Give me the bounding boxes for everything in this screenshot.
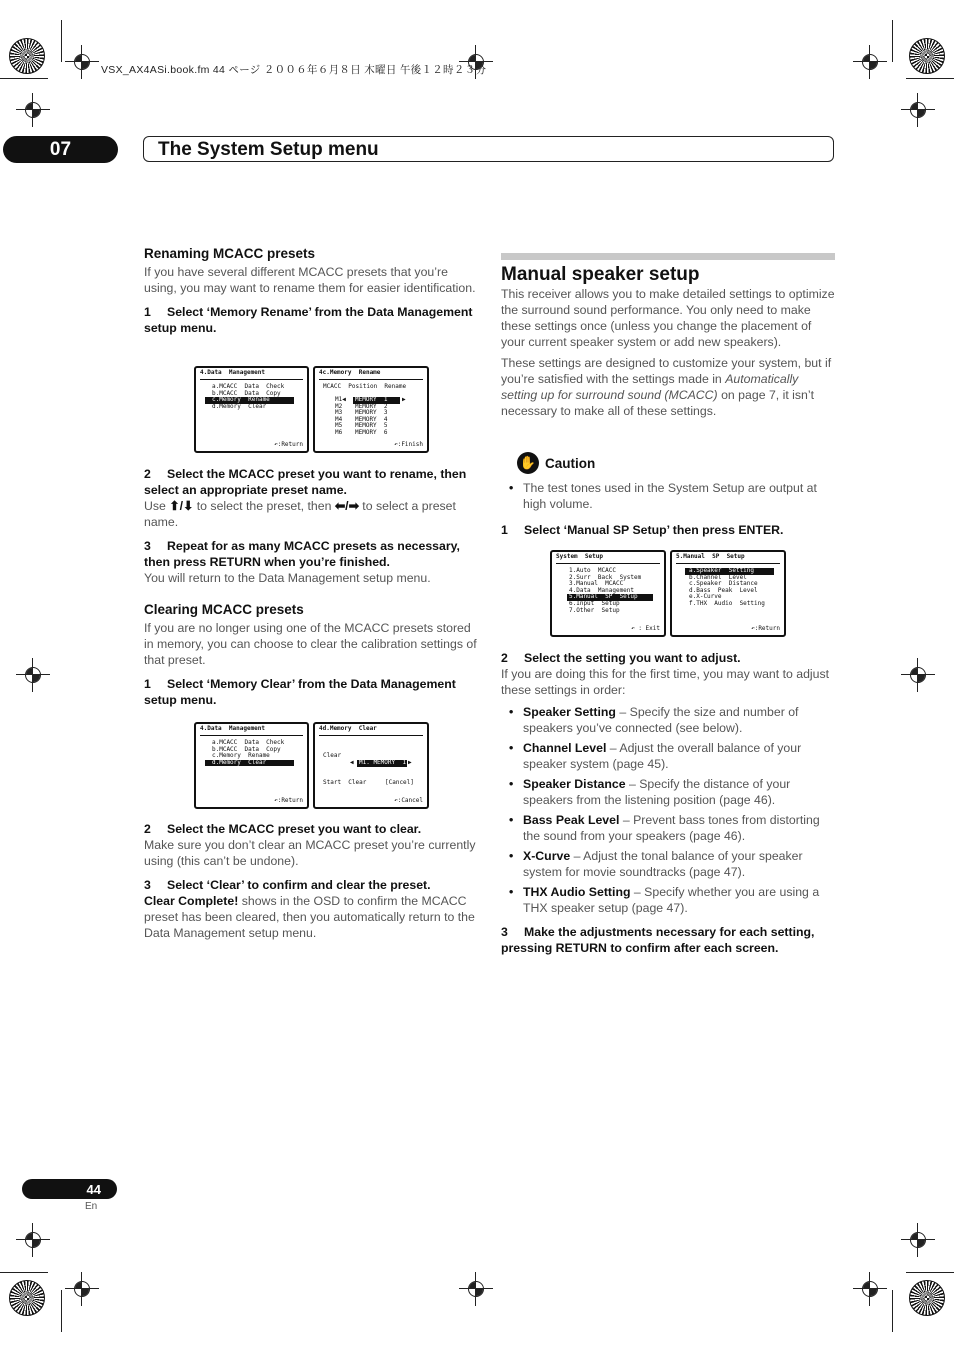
crosshair-mark <box>901 1223 935 1257</box>
page-number: 44 <box>22 1179 117 1199</box>
crosshair-mark <box>16 93 50 127</box>
crosshair-mark <box>901 93 935 127</box>
manual-step-2: 2 Select the setting you want to adjust. <box>501 651 741 665</box>
up-down-arrow-icon: ⬆/⬇ <box>169 499 194 513</box>
crosshair-mark <box>65 1272 99 1306</box>
renaming-step-3: 3 Repeat for as many MCACC presets as necessary, then press RETURN when you’re finished. <box>144 539 460 569</box>
crop-line <box>0 1272 48 1273</box>
crop-line <box>906 1272 954 1273</box>
clearing-step-3-body: Clear Complete! shows in the OSD to confirm the MCACC preset has been cleared, then you automatically return to the Data Management setup menu. <box>144 894 475 940</box>
registration-starburst-bottom-left <box>9 1280 45 1316</box>
osd-data-management-screen: 4.Data Management a.MCACC Data Check b.MCACC Data Copy c.Memory Rename d.Memory Clear ↶:Return <box>194 366 309 453</box>
print-file-header: VSX_AX4ASi.book.fm 44 ページ ２００６年６月８日 木曜日 午後１２時２３分 <box>101 64 487 76</box>
crosshair-mark <box>901 658 935 692</box>
section-title: Manual speaker setup <box>501 264 700 285</box>
renaming-steps <box>144 458 479 590</box>
crosshair-mark <box>853 1272 887 1306</box>
crop-line <box>0 78 48 79</box>
renaming-step-1: 1 Select ‘Memory Rename’ from the Data Management setup menu. <box>144 305 473 335</box>
list-item: • Speaker Distance – Specify the distance of your speakers from the listening position (page 46). <box>501 776 835 808</box>
manual-step-1: 1 Select ‘Manual SP Setup’ then press ENTER. <box>501 523 784 537</box>
caution-item: • The test tones used in the System Setup are output at high volume. <box>501 480 835 512</box>
list-item: • Speaker Setting – Specify the size and number of speakers you’ve connected (see below). <box>501 704 835 736</box>
renaming-heading: Renaming MCACC presets <box>144 246 316 261</box>
left-right-arrow-icon: ⬅/➡ <box>334 499 359 513</box>
crop-line <box>61 1290 62 1332</box>
list-item: • THX Audio Setting – Specify whether you are using a THX speaker setup (page 47). <box>501 884 835 916</box>
crop-line <box>892 1290 893 1332</box>
crosshair-mark <box>459 1272 493 1306</box>
osd-manual-sp-setup-screen: 5.Manual SP Setup a.Speaker Setting b.Channel Level c.Speaker Distance d.Bass Peak Level e.X-Curve f.THX Audio Setting ↶:Return <box>670 550 786 637</box>
registration-starburst-top-left <box>9 38 45 74</box>
settings-list <box>501 704 835 916</box>
manual-speaker-intro <box>501 286 835 423</box>
list-item: • X-Curve – Adjust the tonal balance of your speaker system for movie soundtracks (page 47). <box>501 848 835 880</box>
clearing-step-2-body: Make sure you don’t clear an MCACC preset you’re currently using (this can’t be undone). <box>144 838 476 868</box>
chapter-title: The System Setup menu <box>143 136 834 162</box>
osd-data-management-screen: 4.Data Management a.MCACC Data Check b.MCACC Data Copy c.Memory Rename d.Memory Clear ↶:Return <box>194 722 309 809</box>
crop-line <box>61 20 62 62</box>
manual-steps <box>501 642 835 956</box>
manual-step-3: 3 Make the adjustments necessary for each setting, pressing RETURN to confirm after each screen. <box>501 925 815 955</box>
osd-memory-clear-screen: 4d.Memory Clear Clear ◀ M1. MEMORY 1 ▶ Start Clear [Cancel] ↶:Cancel <box>313 722 429 809</box>
language-code: En <box>85 1201 98 1212</box>
clearing-step-2: 2 Select the MCACC preset you want to clear. <box>144 822 422 836</box>
intro-paragraph-2: These settings are designed to customize your system, but if you’re satisfied with the settings made in Automatically setting up for surround sound (MCACC) on page 7, it isn’t necessary to make all of these settings. <box>501 356 832 418</box>
clearing-heading: Clearing MCACC presets <box>144 602 304 617</box>
renaming-step-2: 2 Select the MCACC preset you want to rename, then select an appropriate preset name. <box>144 467 467 497</box>
clearing-section <box>144 602 479 708</box>
osd-system-setup-screen: System Setup 1.Auto MCACC 2.Surr Back System 3.Manual MCACC 4.Data Management 5.Manual SP Setup 6.Input Setup 7.Other Setup ↶ : Exit <box>550 550 666 637</box>
intro-paragraph-1: This receiver allows you to make detailed settings to optimize the surround sound performance. You only need to make these settings once (unless you change the placement of your current speaker system or add new speakers). <box>501 287 835 349</box>
hand-stop-icon: ✋ <box>517 452 539 474</box>
manual-step-2-body: If you are doing this for the first time, you may want to adjust these settings in order: <box>501 667 830 697</box>
caution-label: Caution <box>545 455 596 471</box>
registration-starburst-top-right <box>909 38 945 74</box>
clearing-intro: If you are no longer using one of the MCACC presets stored in memory, you can choose to clear the calibration settings of that preset. <box>144 621 477 667</box>
renaming-step-2-body: Use ⬆/⬇ to select the preset, then ⬅/➡ to select a preset name. <box>144 499 456 529</box>
list-item: • Bass Peak Level – Prevent bass tones from distorting the sound from your speakers (page 46). <box>501 812 835 844</box>
renaming-step-3-body: You will return to the Data Management setup menu. <box>144 571 431 585</box>
caution-list <box>501 480 835 538</box>
renaming-section <box>144 246 479 336</box>
chapter-number: 07 <box>3 136 118 163</box>
osd-memory-rename-screen: 4c.Memory Rename MCACC Position Rename M1◀ MEMORY 1 ▶ M2 MEMORY 2 M3 MEMORY 3 M4 MEMORY 4 M5 MEMORY 5 M6 MEMORY 6 ↶:Finish <box>313 366 429 453</box>
renaming-intro: If you have several different MCACC presets that you’re using, you may want to rename them for easier identification. <box>144 265 476 295</box>
section-rule <box>501 253 835 260</box>
clearing-steps <box>144 813 479 945</box>
crop-line <box>892 20 893 62</box>
clearing-step-1: 1 Select ‘Memory Clear’ from the Data Management setup menu. <box>144 677 456 707</box>
registration-starburst-bottom-right <box>909 1280 945 1316</box>
crop-line <box>906 78 954 79</box>
crosshair-mark <box>853 45 887 79</box>
list-item: • Channel Level – Adjust the overall balance of your speaker system (page 45). <box>501 740 835 772</box>
crosshair-mark <box>16 1223 50 1257</box>
crosshair-mark <box>65 45 99 79</box>
crosshair-mark <box>16 658 50 692</box>
clearing-step-3: 3 Select ‘Clear’ to confirm and clear the preset. <box>144 878 431 892</box>
caution-header <box>517 452 595 474</box>
